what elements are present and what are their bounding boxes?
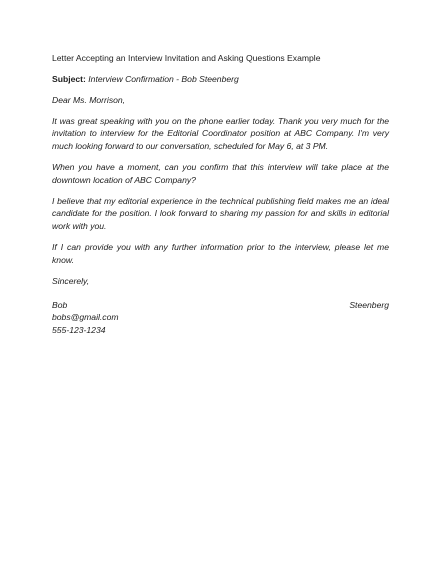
salutation: Dear Ms. Morrison, <box>52 95 126 105</box>
phone-number: 555-123-1234 <box>52 324 106 335</box>
paragraph-3: I believe that my editorial experience in the technical publishing field makes me an ideal candidate for the position. I look forward to sharing my passion for and skills in editorial work with you. <box>52 196 389 231</box>
letter-body <box>52 52 389 336</box>
subject-label: Subject: <box>52 74 86 84</box>
paragraph-2: When you have a moment, can you confirm that this interview will take place at the downtown location of ABC Company? <box>52 162 389 185</box>
paragraph-1: It was great speaking with you on the phone earlier today. Thank you very much for the invitation to interview for the Editorial Coordinator position at ABC Company. I'm very much looking forward to our conversation, scheduled for May 6, at 3 PM. <box>52 116 389 151</box>
closing: Sincerely, <box>52 276 90 287</box>
paragraph-4: If I can provide you with any further information prior to the interview, please let me know. <box>52 242 389 265</box>
email-address: bobs@gmail.com <box>52 312 119 323</box>
subject-line <box>52 73 389 85</box>
document-title: Letter Accepting an Interview Invitation and Asking Questions Example <box>52 53 321 63</box>
signature-first-name: Bob <box>52 300 68 311</box>
signature-last-name: Steenberg <box>349 300 389 311</box>
signature-line <box>52 299 389 311</box>
subject-text: Interview Confirmation - Bob Steenberg <box>88 74 239 84</box>
